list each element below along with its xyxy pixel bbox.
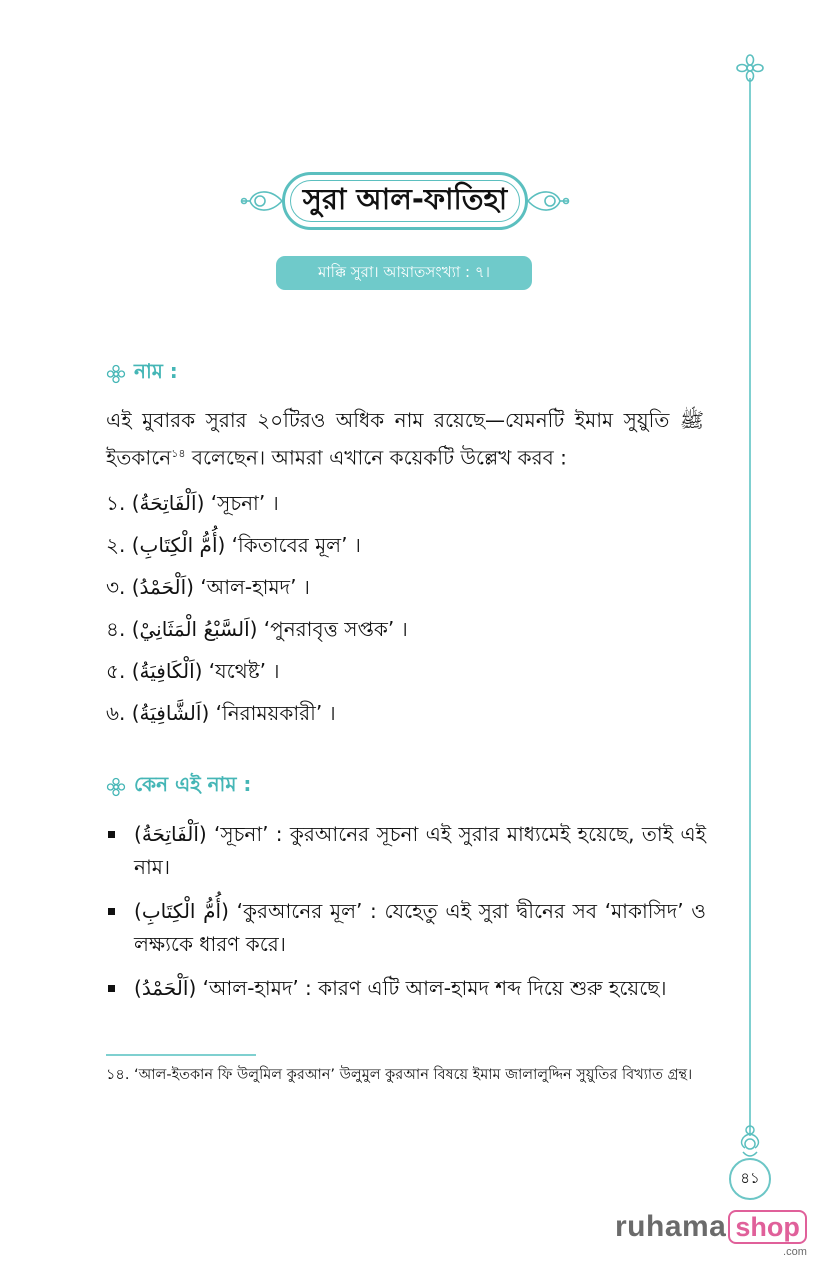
page-title: সুরা আল-ফাতিহা [302, 181, 508, 216]
square-bullet-icon [108, 985, 115, 992]
list-item: (أُمُّ الْكِتَابِ) ‘কুরআনের মূল’ : যেহেতু এই সুরা দ্বীনের সব ‘মাকাসিদ’ ও লক্ষ্যকে ধারণ করে। [106, 895, 706, 961]
list-item: ২. (أُمُّ الْكِتَابِ) ‘কিতাবের মূল’ । [106, 533, 361, 557]
footnote: ১৪. ‘আল-ইতকান ফি উলুমিল কুরআন’ উলুমুল কুরআন বিষয়ে ইমাম জালালুদ্দিন সুয়ুতির বিখ্যাত গ্রন্থ। [106, 1067, 693, 1083]
list-item: ৬. (اَلشَّافِيَةُ) ‘নিরাময়কারী’ । [106, 701, 336, 725]
reasons-list [106, 818, 706, 1016]
section-heading-text: কেন এই নাম : [134, 772, 252, 796]
list-item: ১. (اَلْفَاتِحَةُ) ‘সূচনা’ । [106, 491, 279, 515]
footnote-divider [106, 1054, 256, 1056]
flower-ornament-icon [736, 54, 764, 82]
section-heading-text: নাম : [134, 359, 178, 383]
list-item: (اَلْحَمْدُ) ‘আল-হামদ’ : কারণ এটি আল-হামদ শব্দ দিয়ে শুরু হয়েছে। [106, 972, 706, 1005]
list-item: ৫. (اَلْكَافِيَةُ) ‘যথেষ্ট’ । [106, 659, 280, 683]
page-number: ৪১ [729, 1158, 771, 1200]
title-frame [282, 172, 528, 230]
intro-text-continued: বলেছেন। আমরা এখানে কয়েকটি উল্লেখ করব : [185, 445, 567, 470]
list-item: ৩. (اَلْحَمْدُ) ‘আল-হামদ’ । [106, 575, 310, 599]
section-heading-name [106, 357, 178, 390]
scroll-ornament-icon [733, 1122, 767, 1160]
footnote-ref[interactable]: ১৪ [171, 447, 186, 460]
brand-logo: ruhama shop .com [615, 1210, 807, 1258]
names-list [106, 482, 706, 734]
list-item: ৪. (اَلسَّبْعُ الْمَثَانِيْ) ‘পুনরাবৃত্ত সপ্তক’ । [106, 617, 408, 641]
list-item: (اَلْفَاتِحَةُ) ‘সূচনা’ : কুরআনের সূচনা এই সুরার মাধ্যমেই হয়েছে, তাই এই নাম। [106, 818, 706, 884]
section-heading-why [106, 770, 251, 803]
square-bullet-icon [108, 831, 115, 838]
intro-paragraph [106, 404, 704, 475]
flower-bullet-icon [106, 364, 126, 384]
surah-info-badge: মাক্কি সুরা। আয়াতসংখ্যা : ৭। [276, 256, 532, 290]
square-bullet-icon [108, 908, 115, 915]
intro-text: এই মুবারক সুরার ২০টিরও অধিক নাম রয়েছে—যেমনটি ইমাম সুয়ুতি ﷺ ইতকানে [106, 408, 704, 470]
decorative-border-line [749, 78, 751, 1136]
flower-bullet-icon [106, 777, 126, 797]
